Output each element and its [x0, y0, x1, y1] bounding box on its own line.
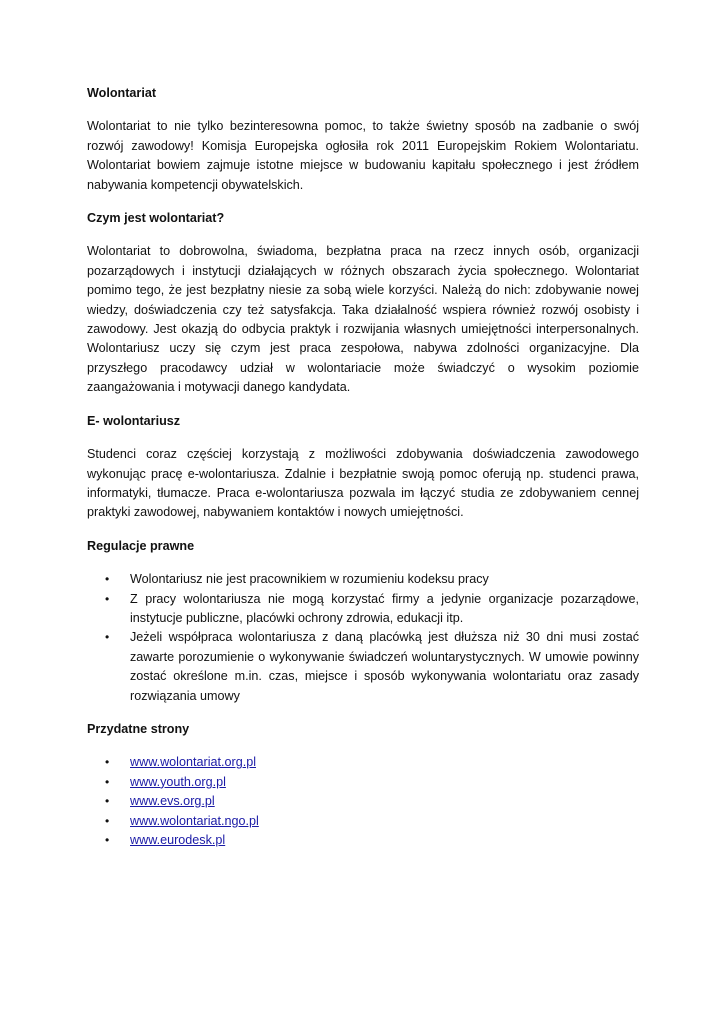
link-youth-org[interactable]: www.youth.org.pl	[130, 774, 226, 789]
list-item	[87, 570, 639, 589]
bullet-icon: •	[105, 813, 110, 828]
document-page	[87, 84, 639, 850]
list-item	[87, 628, 639, 706]
bullet-icon: •	[105, 774, 110, 789]
document-title: Wolontariat	[87, 86, 157, 100]
list-item	[87, 753, 639, 772]
bullet-icon: •	[105, 755, 110, 770]
list-item	[87, 831, 639, 850]
list-item	[87, 812, 639, 831]
bullet-icon: •	[105, 833, 110, 847]
list-item	[87, 792, 639, 811]
section-text-e-volunteer: Studenci coraz częściej korzystają z możliwości zdobywania doświadczenia zawodowego wykonując pracę e-wolontariusza. Zdalnie i bezpłatnie swoją pomoc oferują np. studenci prawa, informatyki, tłumacze. Praca e-wolontariusza pozwala im łączyć studia ze zdobywaniem cennej praktyki zawodowej, nabywaniem kontaktów i nowych umiejętności.	[87, 447, 639, 520]
section-heading-what-is: Czym jest wolontariat?	[87, 211, 225, 226]
link-wolontariat-org[interactable]: www.wolontariat.org.pl	[130, 755, 256, 770]
link-wolontariat-ngo[interactable]: www.wolontariat.ngo.pl	[130, 813, 259, 828]
section-heading-useful-links: Przydatne strony	[87, 721, 190, 736]
list-item-text: Wolontariusz nie jest pracownikiem w rozumieniu kodeksu pracy	[130, 572, 489, 587]
section-heading-e-volunteer: E- wolontariusz	[87, 413, 181, 428]
list-item-text: Jeżeli współpraca wolontariusza z daną placówką jest dłuższa niż 30 dni musi zostać zawarte porozumienie o wykonywanie świadczeń woluntarystycznych. W umowie powinny zostać określone m.in. czas, miejsce i sposób wykonywania wolontariatu oraz zasady rozwiązania umowy	[130, 630, 639, 703]
bullet-icon: •	[105, 794, 110, 809]
intro-paragraph: Wolontariat to nie tylko bezinteresowna pomoc, to także świetny sposób na zadbanie o swój rozwój zawodowy! Komisja Europejska ogłosiła rok 2011 Europejskim Rokiem Wolontariatu. Wolontariat bowiem zajmuje istotne miejsce w budowaniu kapitału społecznego i jest źródłem nabywania kompetencji obywatelskich.	[87, 119, 639, 192]
list-item	[87, 773, 639, 792]
section-text-what-is: Wolontariat to dobrowolna, świadoma, bezpłatna praca na rzecz innych osób, organizacji pozarządowych i instytucji działających w różnych obszarach życia społecznego. Wolontariat pomimo tego, że jest bezpłatny niesie za sobą wiele korzyści. Należą do nich: zdobywanie nowej wiedzy, doświadczenia czy też satysfakcja. Taka działalność wspiera również rozwój osobisty i zawodowy. Jest okazją do odbycia praktyk i rozwijania własnych umiejętności interpersonalnych. Wolontariusz uczy się czym jest praca zespołowa, nabywa zdolności organizacyjne. Dla przyszłego pracodawcy udział w wolontariacie może świadczyć o wysokim poziomie zaangażowania i motywacji danego kandydata.	[87, 244, 639, 395]
bullet-icon: •	[105, 572, 110, 587]
list-item	[87, 590, 639, 629]
link-evs-org[interactable]: www.evs.org.pl	[130, 794, 215, 809]
bullet-icon: •	[105, 591, 110, 606]
list-item-text: Z pracy wolontariusza nie mogą korzystać firmy a jedynie organizacje pozarządowe, instytucje publiczne, placówki ochrony zdrowia, edukacji itp.	[130, 591, 639, 625]
section-heading-regulations: Regulacje prawne	[87, 538, 195, 553]
bullet-icon: •	[105, 630, 110, 645]
useful-links-list	[87, 753, 639, 850]
regulations-list	[87, 570, 639, 706]
link-eurodesk[interactable]: www.eurodesk.pl	[130, 833, 226, 847]
